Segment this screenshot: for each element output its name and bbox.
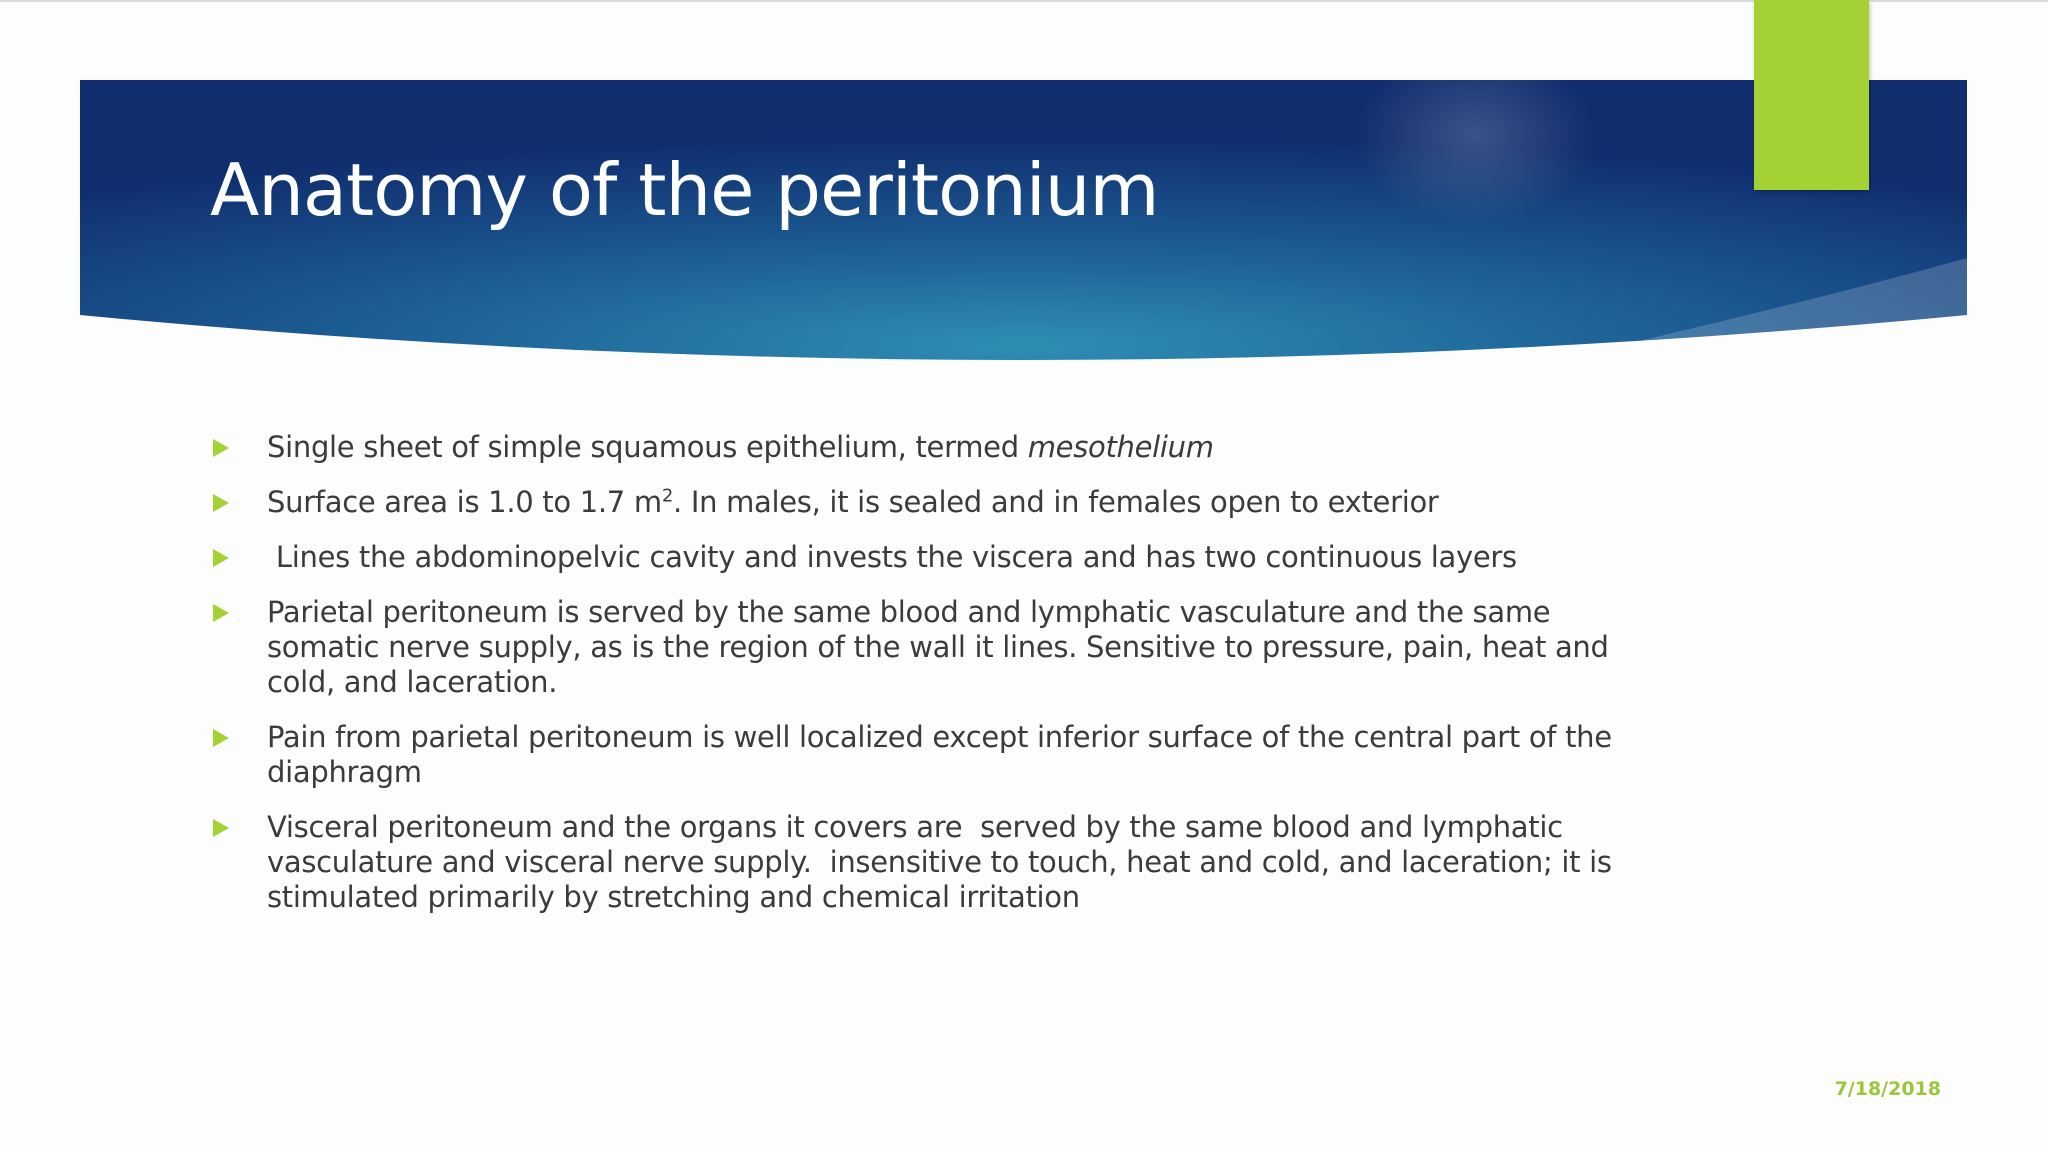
- bullet-superscript: 2: [661, 485, 673, 507]
- bullet-item: [210, 595, 1670, 700]
- bullet-text: Single sheet of simple squamous epithelium, termed: [267, 430, 1028, 464]
- bullet-item: [210, 430, 1670, 465]
- bullet-arrow-icon: [213, 494, 229, 512]
- bullet-emphasis: mesothelium: [1027, 430, 1214, 464]
- bullet-item: [210, 720, 1670, 790]
- bullet-arrow-icon: [213, 819, 229, 837]
- accent-tab: [1754, 0, 1869, 190]
- bullet-text-after: . In males, it is sealed and in females open to exterior: [672, 485, 1439, 519]
- slide-title: Anatomy of the peritonium: [210, 148, 1159, 232]
- bullet-list: [210, 430, 1670, 935]
- bullet-arrow-icon: [213, 604, 229, 622]
- bullet-item: [210, 485, 1670, 520]
- slide-date: 7/18/2018: [1834, 1078, 1941, 1100]
- bullet-text: Lines the abdominopelvic cavity and invests the viscera and has two continuous layers: [267, 540, 1517, 574]
- bullet-arrow-icon: [213, 729, 229, 747]
- bullet-arrow-icon: [213, 549, 229, 567]
- bullet-text: Surface area is 1.0 to 1.7 m: [267, 485, 662, 519]
- top-border: [0, 0, 2048, 2]
- bullet-item: [210, 810, 1670, 915]
- bullet-text: Visceral peritoneum and the organs it covers are served by the same blood and lymphatic vasculature and visceral nerve supply. insensitive to touch, heat and cold, and laceration; it is stimulated primarily by stretching and chemical irritation: [267, 810, 1621, 914]
- bullet-text: Parietal peritoneum is served by the same blood and lymphatic vasculature and the same somatic nerve supply, as is the region of the wall it lines. Sensitive to pressure, pain, heat and cold, and laceration.: [267, 595, 1609, 699]
- bullet-item: [210, 540, 1670, 575]
- bullet-arrow-icon: [213, 439, 229, 457]
- bullet-text: Pain from parietal peritoneum is well localized except inferior surface of the central part of the diaphragm: [267, 720, 1612, 789]
